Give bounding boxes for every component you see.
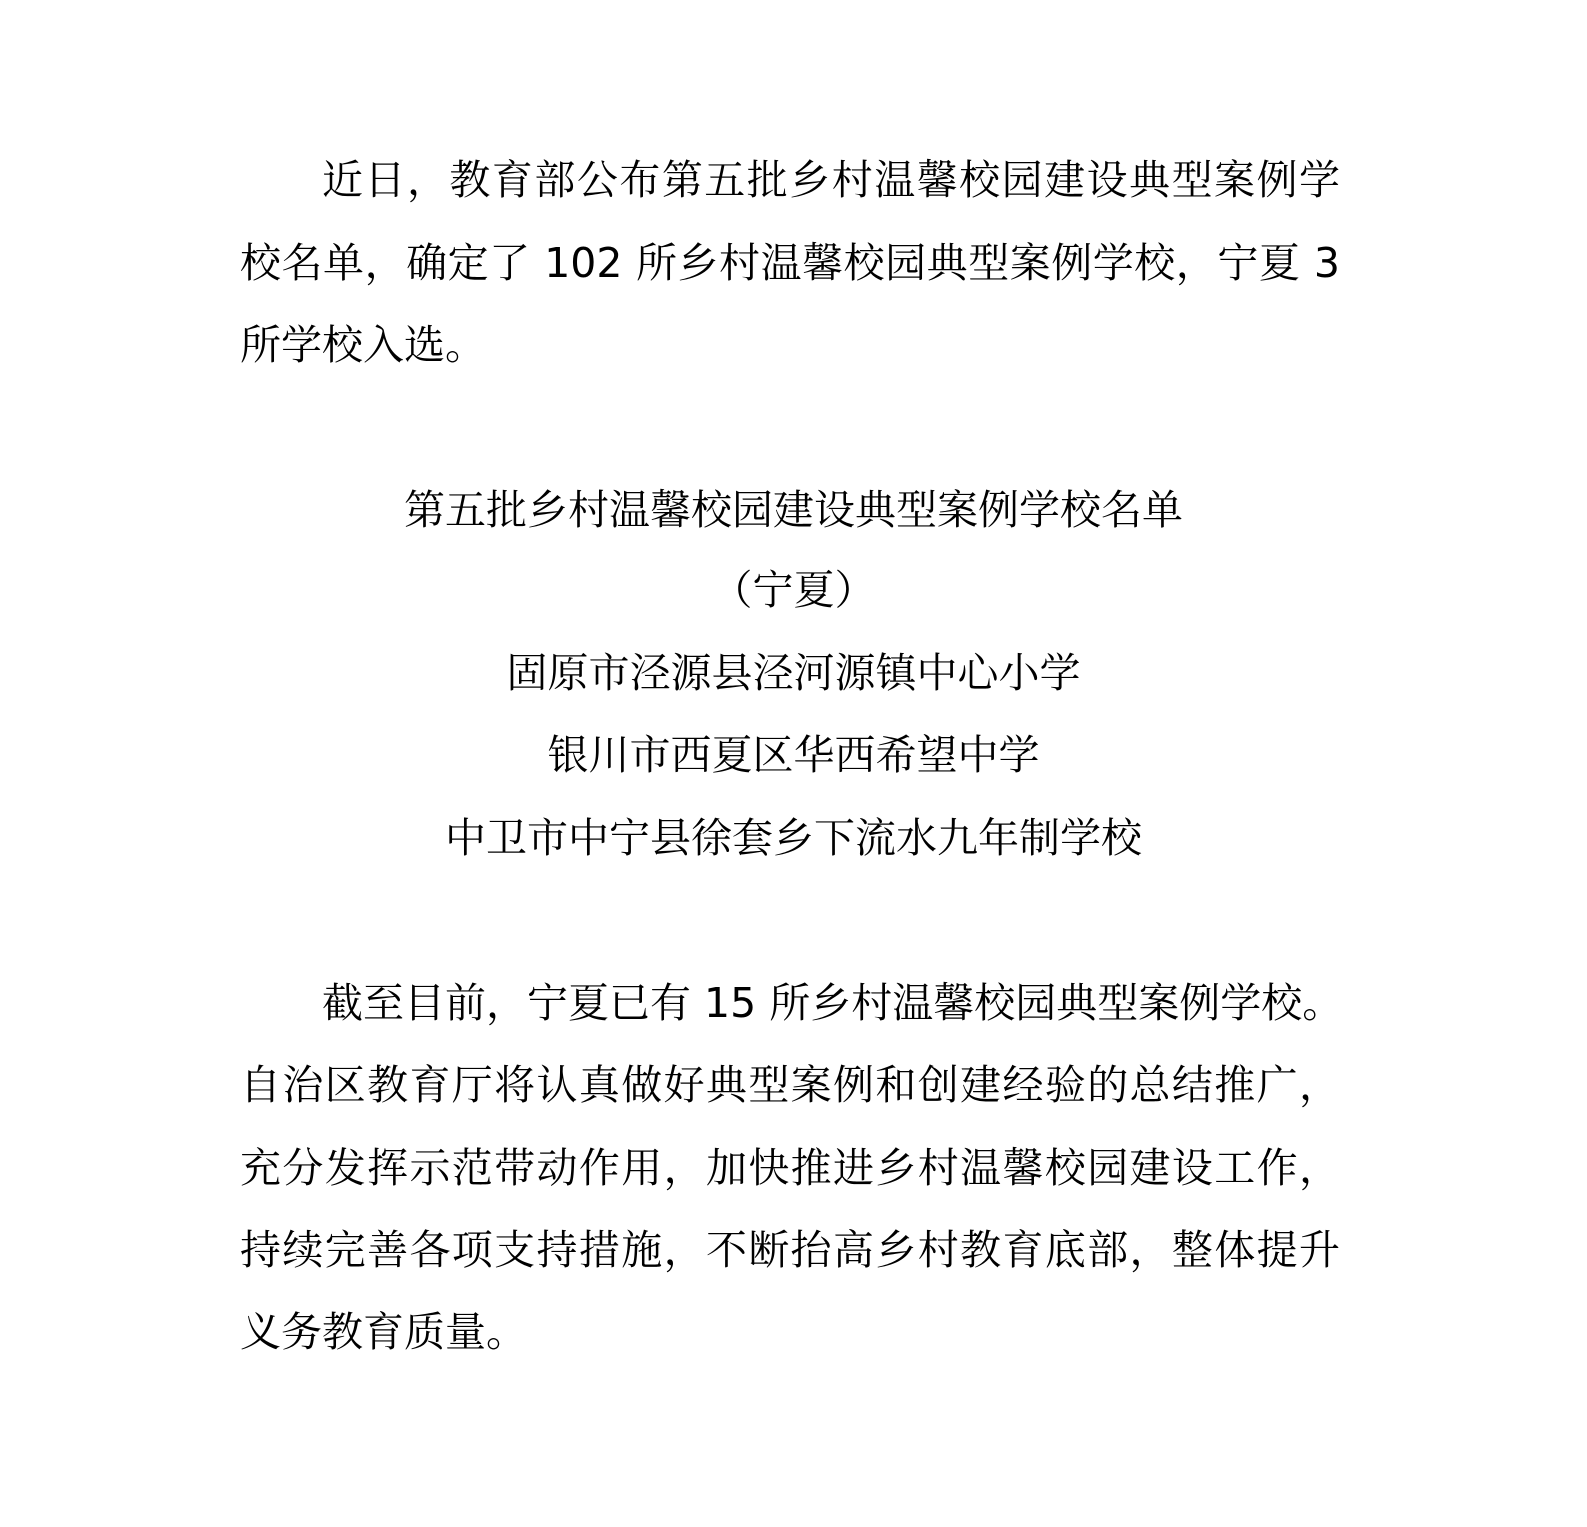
closing-line-4: 持续完善各项支持措施，不断抬高乡村教育底部，整体提升 [240,1226,1340,1274]
intro-line-1: 近日，教育部公布第五批乡村温馨校园建设典型案例学 [322,156,1340,204]
closing-line-3: 充分发挥示范带动作用，加快推进乡村温馨校园建设工作， [240,1144,1340,1192]
school-item-2: 银川市西夏区华西希望中学 [547,731,1040,779]
list-subtitle: （宁夏） [711,566,876,614]
school-item-3: 中卫市中宁县徐套乡下流水九年制学校 [445,814,1142,862]
closing-line-1: 截至目前，宁夏已有 15 所乡村温馨校园典型案例学校。 [322,979,1344,1027]
school-item-1: 固原市泾源县泾河源镇中心小学 [506,649,1081,697]
list-title: 第五批乡村温馨校园建设典型案例学校名单 [404,486,1183,534]
closing-line-5: 义务教育质量。 [240,1308,527,1356]
intro-line-2: 校名单，确定了 102 所乡村温馨校园典型案例学校，宁夏 3 [240,239,1340,287]
intro-line-3: 所学校入选。 [240,321,486,369]
closing-line-2: 自治区教育厅将认真做好典型案例和创建经验的总结推广， [240,1061,1340,1109]
